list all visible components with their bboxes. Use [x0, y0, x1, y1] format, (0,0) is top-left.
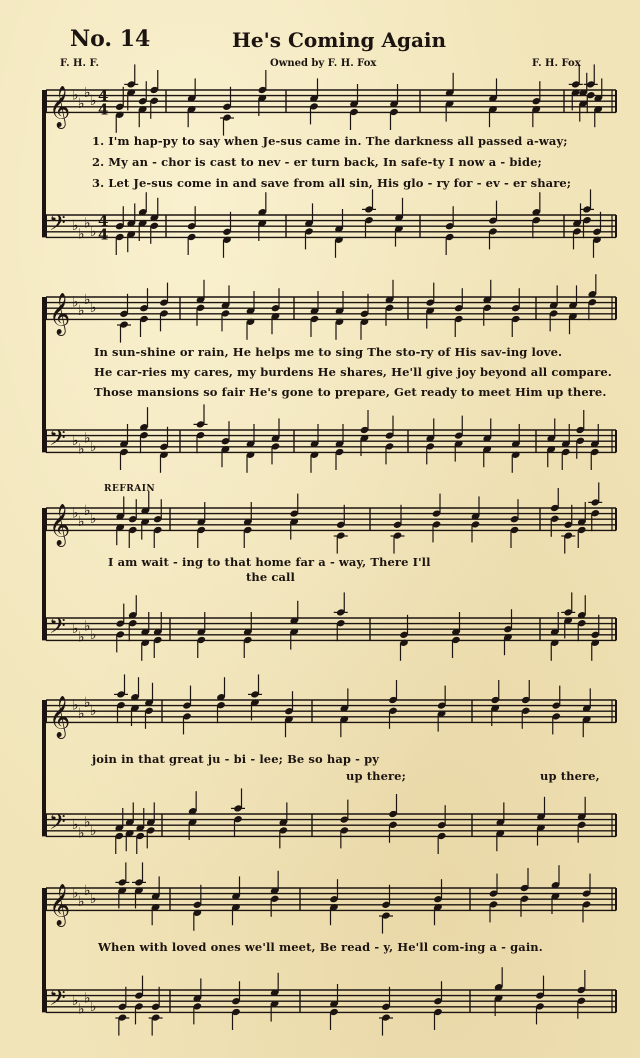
words-credit: F. H. F. — [60, 58, 100, 69]
flat-icon: ♭ — [72, 993, 79, 1010]
svg-text:♭: ♭ — [90, 626, 97, 643]
verse-2-line-2: He car-ries my cares, my burdens He shares, He'll give joy beyond all compare. — [94, 365, 612, 379]
svg-text:♭: ♭ — [78, 441, 85, 458]
bass-clef-icon: 𝄢 — [49, 985, 66, 1016]
bass-clef-icon: 𝄢 — [49, 809, 66, 840]
refrain-line-2: join in that great ju - bi - lee; Be so hap - py — [92, 752, 380, 766]
verse-2-line-1: 2. My an - chor is cast to nev - er turn back, In safe-ty I now a - bide; — [92, 155, 542, 169]
svg-text:♭: ♭ — [78, 894, 85, 910]
hymn-number: No. 14 — [70, 26, 151, 52]
svg-text:♭: ♭ — [78, 629, 85, 646]
svg-text:♭: ♭ — [90, 703, 97, 720]
svg-text:♭: ♭ — [90, 822, 97, 839]
bass-clef-icon: 𝄢 — [49, 210, 66, 241]
flat-icon: ♭ — [72, 294, 79, 311]
flat-icon: ♭ — [72, 505, 79, 522]
flat-icon: ♭ — [72, 433, 79, 450]
treble-clef-icon: 𝄞 — [49, 696, 71, 738]
svg-text:♭: ♭ — [84, 694, 91, 711]
treble-clef-icon: 𝄞 — [49, 293, 71, 335]
svg-text:♭: ♭ — [84, 291, 91, 308]
flat-icon: ♭ — [72, 885, 79, 902]
svg-text:♭: ♭ — [84, 618, 91, 635]
flat-icon: ♭ — [72, 87, 79, 104]
svg-text:♭: ♭ — [84, 84, 91, 101]
treble-clef-icon: 𝄞 — [49, 86, 71, 128]
svg-text:♭: ♭ — [84, 215, 91, 232]
verse-1-line-2: In sun-shine or rain, He helps me to sing The sto-ry of His sav-ing love. — [94, 345, 563, 359]
svg-text:♭: ♭ — [84, 430, 91, 447]
refrain-line-2-echo-b: up there, — [540, 769, 600, 783]
svg-text:♭: ♭ — [90, 511, 97, 528]
refrain-line-2-echo-a: up there; — [346, 769, 406, 783]
svg-text:4: 4 — [98, 225, 109, 244]
refrain-line-3: When with loved ones we'll meet, Be read - y, He'll com-ing a - gain. — [98, 940, 543, 954]
svg-text:♭: ♭ — [78, 514, 85, 530]
svg-text:♭: ♭ — [78, 706, 85, 722]
svg-text:♭: ♭ — [84, 990, 91, 1007]
hymn-title: He's Coming Again — [232, 28, 447, 52]
flat-icon: ♭ — [72, 817, 79, 834]
treble-clef-icon: 𝄞 — [49, 504, 71, 546]
svg-text:♭: ♭ — [78, 303, 85, 319]
svg-text:♭: ♭ — [78, 1001, 85, 1018]
flat-icon: ♭ — [72, 621, 79, 638]
svg-text:4: 4 — [98, 212, 109, 231]
svg-text:♭: ♭ — [90, 438, 97, 455]
svg-text:♭: ♭ — [84, 882, 91, 899]
bass-clef-icon: 𝄢 — [49, 613, 66, 644]
refrain-line-1-echo: the call — [246, 570, 295, 584]
svg-text:♭: ♭ — [78, 825, 85, 842]
svg-text:♭: ♭ — [78, 226, 85, 243]
flat-icon: ♭ — [72, 218, 79, 235]
svg-text:♭: ♭ — [84, 814, 91, 831]
verse-1-line-1: 1. I'm hap-py to say when Je-sus came in. The darkness all passed a-way; — [92, 134, 568, 148]
refrain-label: REFRAIN — [104, 484, 156, 494]
svg-text:♭: ♭ — [78, 96, 85, 112]
flat-icon: ♭ — [72, 697, 79, 714]
time-signature-icon: 4 — [98, 87, 109, 106]
svg-text:♭: ♭ — [90, 891, 97, 908]
owner-credit: Owned by F. H. Fox — [270, 58, 377, 69]
treble-clef-icon: 𝄞 — [49, 884, 71, 926]
bass-clef-icon: 𝄢 — [49, 425, 66, 456]
svg-text:♭: ♭ — [84, 502, 91, 519]
music-credit: F. H. Fox — [532, 58, 581, 69]
refrain-line-1: I am wait - ing to that home far a - way, There I'll — [108, 555, 431, 569]
verse-3-line-1: 3. Let Je-sus come in and save from all sin, His glo - ry for - ev - er share; — [92, 176, 572, 190]
svg-text:4: 4 — [98, 100, 109, 119]
svg-text:♭: ♭ — [90, 998, 97, 1015]
svg-text:♭: ♭ — [90, 300, 97, 317]
svg-text:♭: ♭ — [90, 223, 97, 240]
verse-3-line-2: Those mansions so fair He's gone to prepare, Get ready to meet Him up there. — [94, 385, 607, 399]
svg-text:♭: ♭ — [90, 93, 97, 110]
